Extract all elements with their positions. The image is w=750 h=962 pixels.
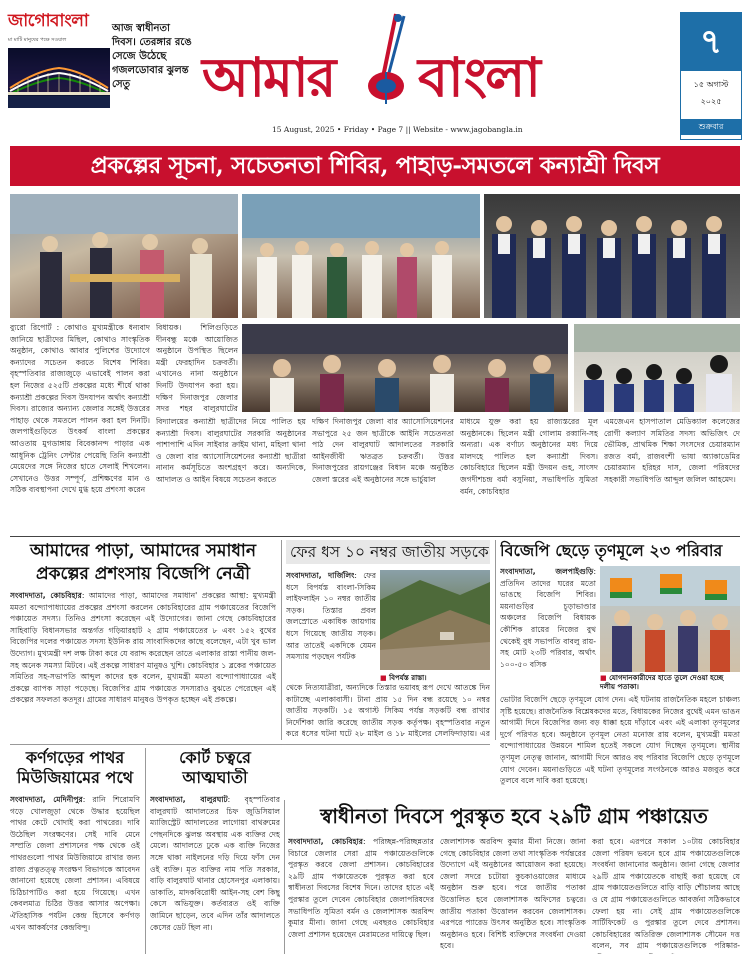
ektara-logo-icon	[356, 12, 420, 108]
story2-byline: সংবাদদাতা, কোচবিহার	[10, 591, 82, 600]
weekday-bengali: শুক্রবার	[681, 119, 741, 135]
story4-photo-caption: ■ যোগদানকারীদের হাতে তুলে দেওয়া হচ্ছে দলীয় পতাকা।	[600, 674, 740, 692]
bridge-caption: আজ স্বাধীনতা দিবস। তেরঙ্গার রঙে সেজে উঠেছে গজলডোবার ঝুলন্ত সেতু	[112, 23, 192, 90]
story3-headline[interactable]: ফের ধস ১০ নম্বর জাতীয় সড়কে	[290, 543, 489, 561]
story5-headline-line1[interactable]: কর্ণগড়ের পাথর	[25, 748, 125, 767]
masthead-title-right: বাংলা	[418, 45, 539, 109]
lead-column-3: দক্ষিণ দিনাজপুর জেলা বার অ্যাসোসিয়েশনের সভাপুরে ২৫ জন ছাত্রীকে আইনি সচেতনতা পাঠ দেন বালুরঘাট আদালতের সরকারি আইনজীবী ঋতব্রত চক্রবর্তী। উত্তর দিনাজপুরের রায়গঞ্জের বিধান মঞ্চে অনুষ্ঠিত জেলা স্তরের এই অনুষ্ঠানের সঙ্গে ভার্চুয়াল	[312, 417, 454, 484]
column-divider	[495, 540, 496, 740]
lead-photo-classroom	[574, 324, 740, 412]
story7-column-2: জেলাশাসক অরবিন্দ কুমার মীনা নিজে। জানা গেছে কোচবিহার জেলা তথা সাংস্কৃতিক পর্যন্তরের উদ্যোগে এই অনুষ্ঠানের আয়োজন করা হয়েছে। জেলা সদরে চটোয়া কুচকাওয়াজের মাধ্যমে অনুষ্ঠান শুরু হবে। পরে জাতীয় পতাকা উত্তোলিত হবে জেলাশাসক অফিসের চত্বরে। জাতীয় পতাকা উত্তোলন করবেন জেলাশাসক। এরপরে প্যারেড উৎসব অনুষ্ঠিত হবে। সাংস্কৃতিক অনুষ্ঠানও হবে। বিশিষ্ট ব্যক্তিদের সংবর্ধনা দেওয়া হবে।	[440, 837, 586, 951]
story2-headline-line2[interactable]: প্রকল্পের প্রশংসায় বিজেপি নেত্রী	[35, 564, 251, 584]
date-bengali: ১৫ অগাস্ট	[693, 80, 729, 89]
story4-headline[interactable]: বিজেপি ছেড়ে তৃণমূলে ২৩ পরিবার	[500, 541, 723, 560]
masthead-title-left: আমার	[202, 45, 335, 109]
lead-column-5: এমজেএন হাসপাতাল মেডিক্যাল কলেজের রোগী কল্যাণ সমিতির সদস্য অভিজিৎ দে ভৌমিক, প্রাথমিক শিক্ষা সংসদের চেয়ারম্যান রজত বর্মা, রাজবংশী ভাষা অ্যাকাডেমির চেয়ারম্যান হরিহর দাস, জেলা পরিষদের সহকারী সভাধিপতি আব্দুল জলিল আহমেদ।	[604, 417, 740, 484]
story7-headline[interactable]: স্বাধীনতা দিবসে পুরস্কৃত হবে ২৯টি গ্রাম পঞ্চায়েত	[320, 804, 708, 828]
lead-column-2: বিধায়ক। শিলিগুড়িতে দীনবন্ধু মঞ্চে আয়োজিত অনুষ্ঠানে উপস্থিত ছিলেন মন্ত্রী ফেরহাদিন চক্রবর্তী। এখানেও নানা অনুষ্ঠানে দিনটি উদযাপন করা হয়। দক্ষিণ দিনাজপুর জেলার সদর শহর বালুরঘাটের	[156, 323, 238, 414]
story6-text: : বৃহস্পতিবার বালুরঘাট আদালতের চিফ জুডিসিয়াল ম্যাজিস্ট্রেট আদালতের লাগোয়া বাথরুমের পেছনদিকে ঝুলন্ত অবস্থায় এক ব্যক্তির দেহ মেলে। আদালতে ঢুকে এক ব্যক্তি নিজের সঙ্গে থাকা নাইলনের দড়ি দিয়ে ফাঁস দেন ওই ব্যক্তি। মৃত ব্যক্তির নাম পতি সরকার, বাড়ি বালুরঘাট থানার হোসেনপুর এলাকায়। ডাকাতি, মাদকবিরোধী আইন-সহ বেশ কিছু কেসে অভিযুক্ত। কর্তব্যরত ওই ব্যক্তি জামিনে ছাড়েন, তবে এদিন তাঁর আদালতে কেসের ডেট ছিল না।	[150, 795, 280, 932]
story3-landslide-photo	[380, 570, 490, 670]
lead-column-4: মাধ্যমে যুক্ত করা হয় রাজ্যস্তরের মূল অনুষ্ঠানকে। ছিলেন মন্ত্রী গোলাম রব্বানি-সহ অন্যরা। এক বর্ণাঢ্য অনুষ্ঠানের মধ্য দিয়ে মালদহে পালিত হল কন্যাশ্রী দিবস। কোচবিহারে ছিলেন মন্ত্রী উদয়ন গুহ, সাংসদ জগদীশচন্দ্র বর্মা বসুনিয়া, সভাধিপতি সুমিতা বর্মন, কোচবিহার	[460, 417, 598, 496]
story3-body-b: থেকে নিত্যযাত্রীরা, অন্যদিকে তিস্তার ভয়াবহ রূপ দেখে আতঙ্কে দিন কাটাচ্ছে এলাকাবাসী। টানা প্রায় ১৫ দিন বন্ধ রয়েছে ১০ নম্বর জাতীয় সড়কটি। ১৫ অগাস্ট সিকিম পর্যন্ত সড়কটি বন্ধ রাখার নির্দেশিকা জারি করেছে জাতীয় সড়ক কর্তৃপক্ষ। বৃহস্পতিবার নতুন করে ধসের ঘটনা ঘটে ২৮ মাইল ও ১৮ মাইলের সেলফিদাড়ায়। এর	[286, 683, 490, 739]
section-divider	[10, 744, 490, 745]
story5-byline: সংবাদদাতা, মেদিনীপুর	[10, 795, 83, 804]
story7-column-1	[288, 836, 434, 954]
year-bengali: ২০২৫	[700, 97, 722, 106]
story2-body	[10, 590, 276, 740]
story4-byline: সংবাদদাতা, জলপাইগুড়ি	[500, 567, 594, 576]
story3-byline: সংবাদদাতা, দার্জিলিং	[286, 571, 355, 580]
story4-body-a	[500, 566, 596, 692]
lead-photo-audience	[242, 324, 568, 412]
story7-byline: সংবাদদাতা, কোচবিহার	[288, 837, 363, 846]
bridge-tricolor-illustration	[8, 48, 110, 108]
jagobangla-logo[interactable]	[8, 8, 98, 45]
section-divider	[10, 536, 740, 537]
lead-headline[interactable]: প্রকল্পের সূচনা, সচেতনতা শিবির, পাহাড়-সমতলে কন্যাশ্রী দিবস	[10, 146, 740, 186]
jagobangla-logo-text: জাগোবাংলা	[8, 11, 89, 31]
story4-text-a: : প্রতিদিন তাদের ঘরের মতো ভাঙছে বিজেপি শিবির। ময়নাগুড়ির চূড়াভাণ্ডার অঞ্চলের বিজেপি বিধায়ক কৌশিক রায়ের নিজের বুথ থেকেই বুধ সভাপতি বাবলু রায়-সহ মোট ২৩টি পরিবার, অর্থাৎ ১০০-৫০ বসিক	[500, 567, 596, 669]
story7-text-1: : পরিচ্ছন্ন-পরিচ্ছন্নতার বিচারে জেলার সেরা গ্রাম পঞ্চায়েতগুলিকে পুরস্কৃত করবে জেলা প্রশাসন। কোচবিহারের ২৯টি গ্রাম পঞ্চায়েতকে পুরস্কৃত করা হবে স্বাধীনতা দিবসের বিশেষ দিনে। তাদের হাতে এই পুরস্কার তুলে দেবেন কোচবিহার জেলাপরিষদের সভাধিপতি সুমিতা বর্মন ও জেলাশাসক অরবিন্দ কুমার মীনা। জানা গেছে এবছরও কোচবিহার জেলা প্রশাসন হয়েছেন মেরামতের দায়িত্বে ছিল।	[288, 837, 434, 939]
jagobangla-tagline: মা মাটি মানুষের পক্ষে সওয়াল	[8, 37, 67, 43]
story7-column-3: করা হবে। এরপরে সকাল ১০টায় কোচবিহার জেলা পরিষদ ভবনে হবে গ্রাম পঞ্চায়েতগুলিকে সংবর্ধনা জানানোর অনুষ্ঠান। জানা গেছে জেলার ২৯টি গ্রাম পঞ্চায়েতকে বাছাই করা হয়েছে যে গ্রাম পঞ্চায়েতগুলিতে বাড়ি বাড়ি শৌচালয় আছে ও যে গ্রাম পঞ্চায়েতগুলিতে আবর্জনা সঠিকভাবে ফেলা হয় না। সেই গ্রাম পঞ্চায়েতগুলিকে সার্টিফিকেট ও পুরস্কার তুলে দেবে প্রশাসন। কোচবিহারের অতিরিক্ত জেলাশাসক সৌমেন দত্ত বলেন, সব গ্রাম পঞ্চায়েতগুলিকে পরিষ্কার-	[592, 837, 740, 951]
story5-headline-line2[interactable]: মিউজিয়ামের পথে	[16, 768, 134, 787]
column-divider	[284, 800, 285, 954]
story6-byline: সংবাদদাতা, বালুরঘাট	[150, 795, 228, 804]
story3-photo-caption: ■ বিপর্যস্ত রাস্তা।	[380, 672, 490, 684]
story3-body-a	[286, 570, 376, 676]
lead-column-1: ব্যুরো রিপোর্ট : কোথাও মুখ্যমন্ত্রীকে ধন্যবাদ জানিয়ে ছাত্রীদের মিছিল, কোথাও সাংস্কৃতিক অনুষ্ঠান, কোথাও আবার পুলিশের উদ্যোগে কন্যাদের সচেতন করতে বিশেষ শিবির। বৃহস্পতিবার রাজ্যজুড়ে এভাবেই পালন করা হল নিজের ৫২৫টি প্রকল্পের মধ্যে শীর্ষে থাকা কন্যাশ্রী প্রকল্পের দিবস উদযাপন অর্থাৎ কন্যাশ্রী দিবস। রাজ্যের অন্যান্য জেলার সঙ্গেই উত্তরের পাহাড় থেকে সমতলে পালন করা হল দিনটি। জলপাইগুড়িতে উৎকর্ষ বাংলা প্রকল্পের আওতায় মুগডাঙ্গায় বিবেকানন্দ পাড়ার এক আধুনিক ট্রেনিং সেন্টার পেয়েছি তিনি কন্যাশ্রী মেয়েদের সঙ্গে নিজের হাতে সেলাই শিখলেন। সেখানেও উত্তর সম্পূর্ণ, প্রশিক্ষণের মান ও সঠিক ব্যবস্থাপনা দেখে মুগ্ধ হয়ে প্রশংসা করেন	[10, 323, 150, 495]
story6-body	[150, 794, 280, 954]
lead-column-2b: বিদ্যালয়ের কন্যাশ্রী ছাত্রীদের নিয়ে পালিত হয় কন্যাশ্রী দিবস। বালুরঘাটের সরকারি অনুষ্ঠানের পাশাপাশি এদিন সাইবার ক্রাইম থানা, মহিলা থানা ও জেলা বার অ্যাসোসিয়েশনের কন্যাশ্রী ছাত্রীরা নানান কর্মসূচিতে অংশগ্রহণ করে। অন্যদিকে, আদালত ও আইন বিষয়ে সচেতন করতে	[156, 417, 306, 484]
story2-text: : আমাদের পাড়া, আমাদের সমাধান' প্রকল্পের আস্থা: মুখ্যমন্ত্রী মমতা বন্দ্যোপাধ্যায়ের প্রকল্পের প্রশংসা করলেন কোচবিহারের গ্রাম পঞ্চায়েতের বিজেপি পঞ্চায়েত সদস্য। তিনিও প্রশংসা করেছেন এই উদ্যোগের। জানা গেছে কোচবিহারের সাহিবাড়ি বিধানসভার অন্তর্গত গড়িয়ারহাট ২ গ্রাম পঞ্চায়েতের ৮ এবং ১৫২ বুথের বিজেপির দলের পঞ্চায়েত সদস্য ইউনিক রায় সাংবাদিকদের কাছে বলেছেন, এটা খুব ভাল উদ্যোগ। মুখ্যমন্ত্রী দশ লক্ষ টাকা করে যে বরাদ্দ করেছেন তাতে এলাকার রাস্তা পানীয় জল-সহ অনেক সমস্যা মিটবে। এই প্রকল্পে সাধারণ মানুষও খুশি। কোচবিহার ১ ব্লকের পঞ্চায়েত সমিতির সহ-সভাপতি আব্দুল কাদের হক বলেন, মুখ্যমন্ত্রী মমতা বন্দ্যোপাধ্যায়ের এই প্রকল্পে ব্যাপক সাড়া পড়েছে। বিজেপির গ্রাম পঞ্চায়েত সদস্যরাও বুঝতে পেরেছেন এই প্রকল্পের সফলতা কতদূর। গ্রামের সাধারণ মানুষও উপকৃত হচ্ছেন এই প্রকল্পে।	[10, 591, 276, 705]
story5-body	[10, 794, 140, 954]
story6-headline-line1[interactable]: কোর্ট চত্বরে	[179, 748, 251, 767]
dateline[interactable]: 15 August, 2025 • Friday • Page 7 || Website - www.jagobangla.in	[272, 125, 523, 134]
story6-headline-line2[interactable]: আত্মঘাতী	[182, 768, 248, 787]
page-number: ৭	[681, 13, 741, 71]
story2-headline-line1[interactable]: আমাদের পাড়া, আমাদের সমাধান	[29, 541, 257, 561]
column-divider	[145, 748, 146, 954]
lead-photo-ceremony	[10, 194, 238, 318]
lead-photo-dignitaries	[242, 194, 480, 318]
story5-text: : রানি শিরোমণি গড়ে খোলজুড়া থেকে উদ্ধার হয়েছিল পাথর কেটে খোদাই করা পাথরের। দাবি উঠেছিল সংরক্ষণের। সেই দাবি মেনে সম্প্রতি জেলা প্রশাসনের পক্ষ থেকে ওই পাথরগুলো পাথর মিউজিয়ামে রাখার জন্য রাজ্য প্রত্নতত্ত্ব সংরক্ষণ বিভাগকে আবেদন জানানো হয়েছে জেলা প্রশাসন। এবিষয়ে চিঠিচাপাটিও করা হয়ে গিয়েছে। এখন কেবলমাত্র চিঠির উত্তর আসার অপেক্ষা। ঐতিহাসিক পর্যটন কেন্দ্র হিসেবে কর্ণগড় এখন আকর্ষণের কেন্দ্রবিন্দু।	[10, 795, 140, 932]
story3-text-a: : ফের ধসে বিপর্যস্ত বাংলা-সিকিম লাইফলাইন ১০ নম্বর জাতীয় সড়ক। তিস্তার প্রবল জলস্রোতে একাধিক জায়গায় ধসে গিয়েছে জাতীয় সড়ক। আর তাতেই একদিকে যেমন সমস্যায় পড়ছেন পর্যটক	[286, 571, 376, 662]
page-info-box	[680, 12, 742, 140]
story4-body-b: ভোটার বিজেপি ছেড়ে তৃণমূলে যোগ দেন। এই ঘটনায় রাজনৈতিক মহলে চাঞ্চল্য সৃষ্টি হয়েছে। রাজনৈতিক বিশ্লেষকদের মতে, বিধায়কের নিজের বুথেই এমন ভাঙন আগামী দিনে বিজেপির জন্য বড় ধাক্কা হয়ে দাঁড়াবে এবং এই এলাকা তৃণমূলের দুর্গে পরিণত হবে। অনুষ্ঠানে তৃণমূল নেতা মনোজ রায় বলেন, মুখ্যমন্ত্রী মমতা বন্দ্যোপাধ্যায়ের উন্নয়নে শামিল হতেই সকলে যোগ দিচ্ছেন তৃণমূলে। স্থানীয় তৃণমূল নেতৃত্ব জানান, আগামী দিনে আরও বহু পরিবার বিজেপি ছেড়ে তৃণমূলে যোগ দেবেন। ময়নাগুড়িতে এই ঘটনা তৃণমূলের সংগঠনকে আরও মজবুত করে তুলবে বলে দাবি করা হয়েছে।	[500, 695, 740, 786]
story4-party-joining-photo	[600, 566, 740, 672]
suspension-bridge-photo	[8, 48, 110, 108]
column-divider	[281, 540, 282, 740]
lead-photo-students-singing	[484, 194, 740, 318]
